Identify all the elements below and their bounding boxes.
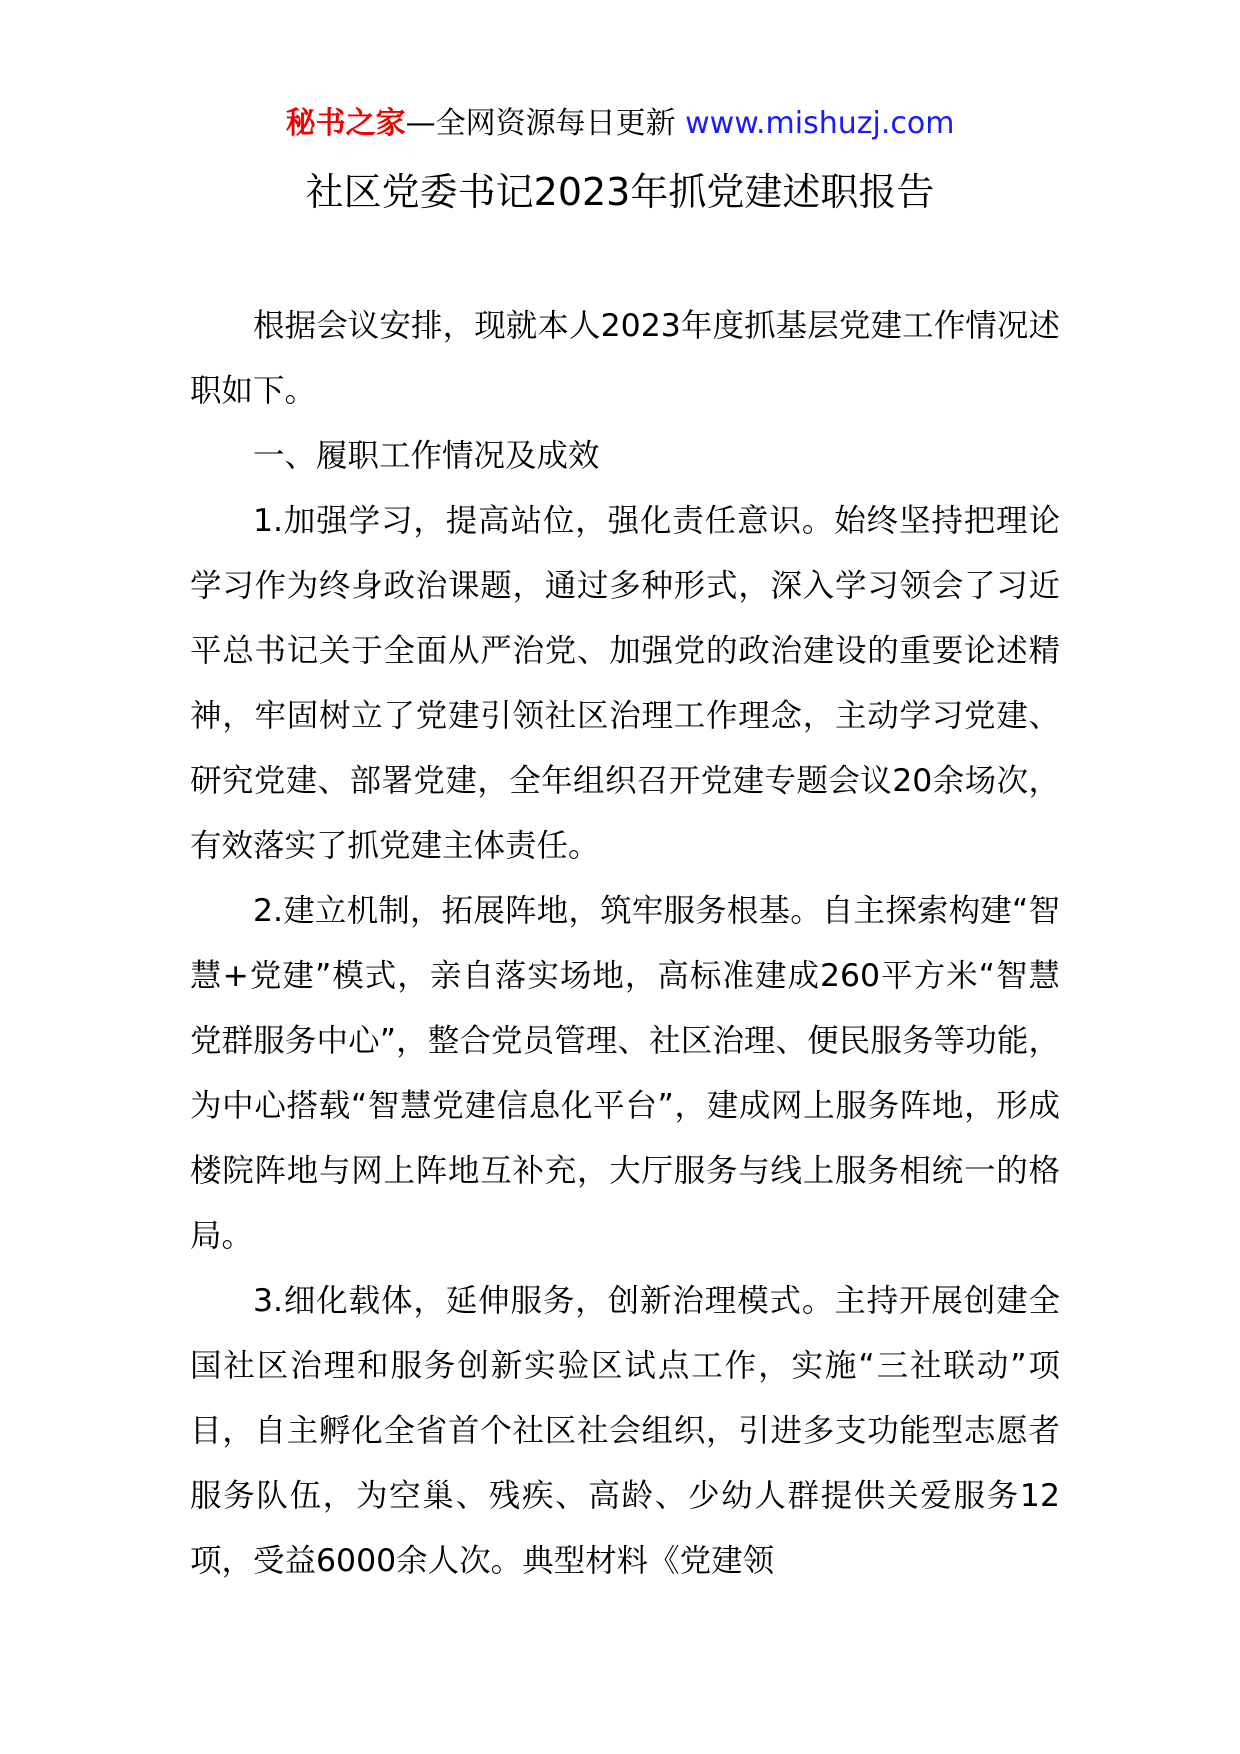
website-link[interactable]: www.mishuzj.com bbox=[685, 106, 955, 141]
paragraph-item-1: 1.加强学习，提高站位，强化责任意识。始终坚持把理论学习作为终身政治课题，通过多种形式，深入学习领会了习近平总书记关于全面从严治党、加强党的政治建设的重要论述精神，牢固树立了党建引领社区治理工作理念，主动学习党建、研究党建、部署党建，全年组织召开党建专题会议20余场次，有效落实了抓党建主体责任。 bbox=[190, 503, 1060, 864]
brand-name: 秘书之家 bbox=[285, 106, 406, 141]
section-heading: 一、履职工作情况及成效 bbox=[253, 438, 600, 474]
paragraph-item-2: 2.建立机制，拓展阵地，筑牢服务根基。自主探索构建“智慧+党建”模式，亲自落实场地，高标准建成260平方米“智慧党群服务中心”，整合党员管理、社区治理、便民服务等功能，为中心搭载“智慧党建信息化平台”，建成网上服务阵地，形成楼院阵地与网上阵地互补充，大厅服务与线上服务相统一的格局。 bbox=[190, 893, 1060, 1254]
document-body bbox=[190, 294, 1060, 1594]
watermark-header bbox=[0, 104, 1240, 144]
tagline: —全网资源每日更新 bbox=[405, 106, 686, 141]
document-title: 社区党委书记2023年抓党建述职报告 bbox=[305, 170, 935, 214]
paragraph-item-3: 3.细化载体，延伸服务，创新治理模式。主持开展创建全国社区治理和服务创新实验区试点工作，实施“三社联动”项目，自主孵化全省首个社区社会组织，引进多支功能型志愿者服务队伍，为空巢、残疾、高龄、少幼人群提供关爱服务12项，受益6000余人次。典型材料《党建领 bbox=[190, 1283, 1060, 1579]
paragraph-intro: 根据会议安排，现就本人2023年度抓基层党建工作情况述职如下。 bbox=[190, 308, 1060, 409]
